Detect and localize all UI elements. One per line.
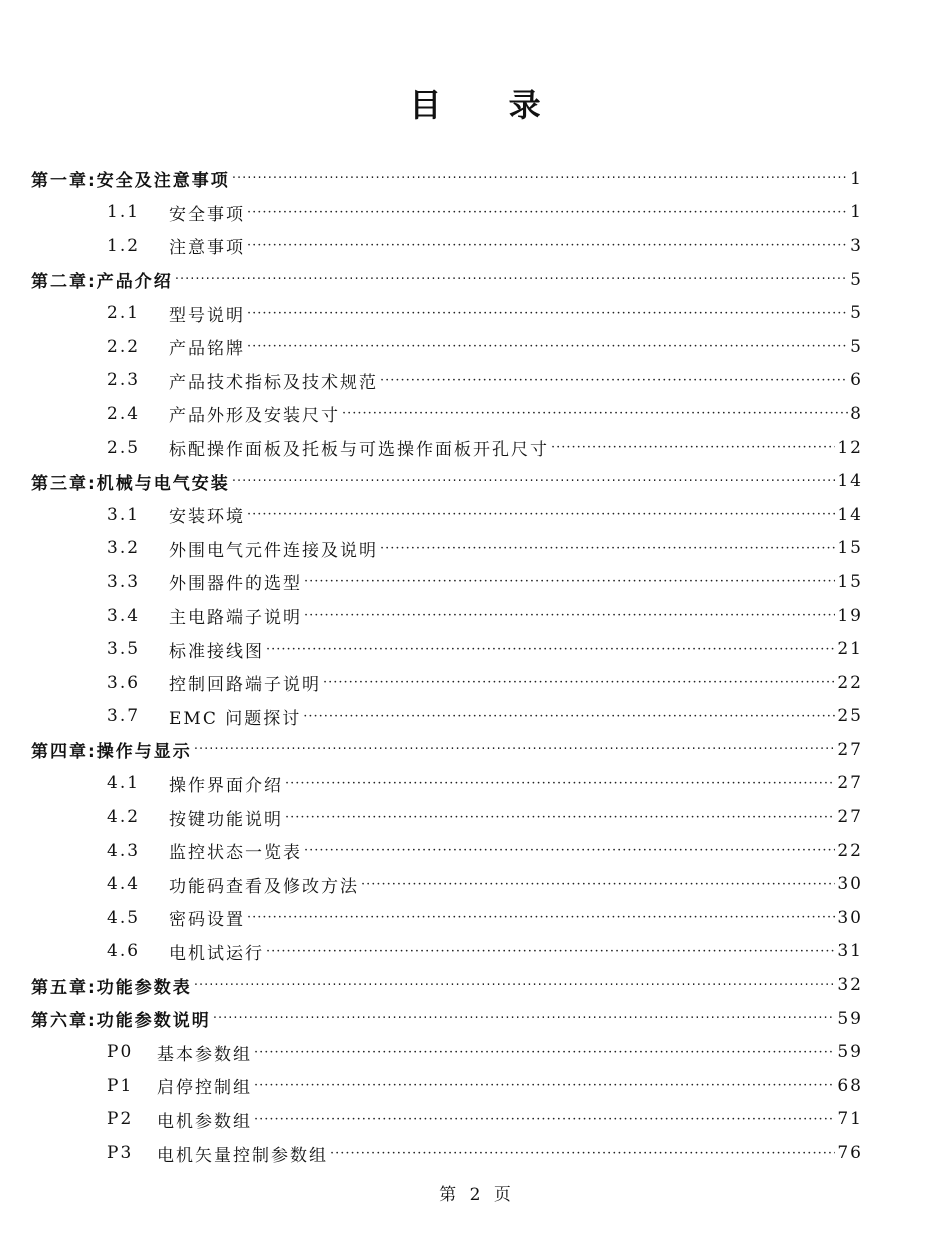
toc-page-number: 59 (837, 1008, 863, 1029)
toc-section-title: 外围电气元件连接及说明 (169, 540, 378, 561)
page-footer (0, 1180, 950, 1205)
dot-leader (247, 910, 835, 925)
footer-prefix: 第 (439, 1185, 457, 1205)
toc-chapter-title: 第三章:机械与电气安装 (31, 473, 230, 494)
toc-section-row[interactable] (31, 431, 863, 465)
toc-page-number: 6 (850, 370, 863, 391)
toc-section-row[interactable] (31, 800, 863, 834)
toc-section-number: 3.3 (107, 571, 141, 592)
toc-page-number: 25 (837, 706, 863, 727)
toc-section-number: 3.2 (107, 538, 141, 559)
dot-leader (232, 171, 848, 186)
dot-leader (232, 474, 836, 489)
toc-section-title: 标准接线图 (169, 641, 264, 662)
toc-section-row[interactable] (31, 666, 863, 700)
toc-page-number: 14 (837, 504, 863, 525)
dot-leader (266, 944, 835, 959)
toc-section-row[interactable] (31, 632, 863, 666)
toc-section-number: 3.6 (107, 672, 141, 693)
toc-section-number: 2.5 (107, 437, 141, 458)
toc-section-title: 控制回路端子说明 (169, 675, 321, 696)
toc-page-number: 5 (850, 269, 863, 290)
dot-leader (361, 877, 835, 892)
dot-leader (380, 373, 848, 388)
toc-page-number: 3 (850, 235, 863, 256)
toc-page-number: 8 (850, 403, 863, 424)
toc-section-number: 4.6 (107, 941, 141, 962)
toc-section-row[interactable] (31, 397, 863, 431)
dot-leader (304, 608, 835, 623)
toc-section-number: 3.7 (107, 706, 141, 727)
toc-section-row[interactable] (31, 196, 863, 230)
dot-leader (247, 507, 835, 522)
footer-page-number: 2 (469, 1185, 481, 1205)
toc-page-number: 68 (837, 1075, 863, 1096)
toc-section-title: 主电路端子说明 (169, 608, 302, 629)
toc-page-number: 12 (837, 437, 863, 458)
toc-page-number: 15 (837, 538, 863, 559)
toc-page-number: 5 (850, 336, 863, 357)
dot-leader (247, 238, 848, 253)
toc-section-title: 外围器件的选型 (169, 574, 302, 595)
toc-page-number: 22 (837, 840, 863, 861)
toc-page-number: 30 (837, 874, 863, 895)
toc-section-title: 电机矢量控制参数组 (157, 1145, 328, 1166)
toc-section-title: 功能码查看及修改方法 (169, 876, 359, 897)
page-title: 目 录 (409, 86, 569, 124)
toc-section-number: 2.2 (107, 336, 141, 357)
toc-page-number: 31 (837, 941, 863, 962)
dot-leader (304, 843, 835, 858)
toc-section-row[interactable] (31, 296, 863, 330)
toc-section-number: 3.4 (107, 605, 141, 626)
toc-chapter-row[interactable] (31, 968, 863, 1002)
toc-section-number: P0 (107, 1042, 134, 1063)
toc-page-number: 76 (837, 1143, 863, 1164)
toc-section-row[interactable] (31, 935, 863, 969)
toc-section-title: 安全事项 (169, 204, 245, 225)
toc-chapter-title: 第一章:安全及注意事项 (31, 171, 230, 192)
toc-chapter-row[interactable] (31, 263, 863, 297)
toc-section-number: P2 (107, 1109, 134, 1130)
toc-section-number: 2.3 (107, 370, 141, 391)
toc-chapter-row[interactable] (31, 733, 863, 767)
dot-leader (266, 642, 835, 657)
toc-section-row[interactable] (31, 330, 863, 364)
toc-section-number: 4.3 (107, 840, 141, 861)
toc-section-row[interactable] (31, 1103, 863, 1137)
dot-leader (330, 1146, 835, 1161)
toc-section-title: 产品铭牌 (169, 339, 245, 360)
dot-leader (247, 205, 848, 220)
toc-section-title: 电机试运行 (169, 943, 264, 964)
footer-suffix: 页 (493, 1185, 511, 1205)
dot-leader (551, 440, 835, 455)
dot-leader (323, 675, 835, 690)
toc-section-title: 基本参数组 (157, 1044, 252, 1065)
toc-page-number: 22 (837, 672, 863, 693)
toc-chapter-title: 第五章:功能参数表 (31, 977, 192, 998)
table-of-contents (31, 162, 863, 1170)
toc-section-title: 标配操作面板及托板与可选操作面板开孔尺寸 (169, 440, 549, 461)
toc-page-number: 71 (837, 1109, 863, 1130)
toc-page-number: 59 (837, 1042, 863, 1063)
toc-section-row[interactable] (31, 229, 863, 263)
toc-page-number: 27 (837, 773, 863, 794)
dot-leader (342, 406, 848, 421)
toc-chapter-row[interactable] (31, 162, 863, 196)
toc-section-title: 监控状态一览表 (169, 843, 302, 864)
toc-page-number: 1 (850, 202, 863, 223)
dot-leader (254, 1045, 835, 1060)
toc-page-number: 19 (837, 605, 863, 626)
toc-section-row[interactable] (31, 565, 863, 599)
toc-section-row[interactable] (31, 767, 863, 801)
toc-section-number: 2.4 (107, 403, 141, 424)
toc-page-number: 1 (850, 168, 863, 189)
toc-page-number: 32 (837, 975, 863, 996)
toc-section-number: P3 (107, 1143, 134, 1164)
dot-leader (285, 776, 835, 791)
dot-leader (304, 574, 835, 589)
toc-section-title: 按键功能说明 (169, 809, 283, 830)
toc-page-number: 5 (850, 303, 863, 324)
toc-section-title: EMC 问题探讨 (169, 708, 302, 729)
toc-section-row[interactable] (31, 867, 863, 901)
toc-section-number: 1.2 (107, 235, 141, 256)
dot-leader (247, 306, 848, 321)
dot-leader (194, 742, 836, 757)
toc-section-number: P1 (107, 1075, 134, 1096)
toc-section-title: 启停控制组 (157, 1078, 252, 1099)
toc-page-number: 14 (837, 471, 863, 492)
toc-section-title: 安装环境 (169, 507, 245, 528)
toc-section-title: 密码设置 (169, 910, 245, 931)
toc-section-title: 产品技术指标及技术规范 (169, 372, 378, 393)
dot-leader (380, 541, 835, 556)
dot-leader (213, 1011, 836, 1026)
toc-section-number: 1.1 (107, 202, 141, 223)
toc-section-row[interactable] (31, 498, 863, 532)
dot-leader (285, 810, 835, 825)
toc-section-title: 注意事项 (169, 238, 245, 259)
toc-section-row[interactable] (31, 1136, 863, 1170)
dot-leader (247, 339, 848, 354)
toc-section-number: 3.5 (107, 639, 141, 660)
toc-section-row[interactable] (31, 599, 863, 633)
toc-section-row[interactable] (31, 1035, 863, 1069)
toc-page-number: 15 (837, 571, 863, 592)
toc-chapter-row[interactable] (31, 464, 863, 498)
dot-leader (254, 1078, 835, 1093)
toc-section-title: 产品外形及安装尺寸 (169, 406, 340, 427)
toc-section-row[interactable] (31, 834, 863, 868)
toc-section-row[interactable] (31, 700, 863, 734)
toc-section-row[interactable] (31, 901, 863, 935)
toc-chapter-title: 第二章:产品介绍 (31, 272, 173, 293)
toc-page-number: 21 (837, 639, 863, 660)
dot-leader (254, 1112, 835, 1127)
toc-chapter-title: 第六章:功能参数说明 (31, 1011, 211, 1032)
toc-section-row[interactable] (31, 1069, 863, 1103)
toc-section-number: 3.1 (107, 504, 141, 525)
toc-chapter-row[interactable] (31, 1002, 863, 1036)
toc-section-number: 2.1 (107, 303, 141, 324)
toc-section-number: 4.1 (107, 773, 141, 794)
dot-leader (194, 978, 836, 993)
toc-section-number: 4.5 (107, 907, 141, 928)
toc-chapter-title: 第四章:操作与显示 (31, 742, 192, 763)
toc-page-number: 27 (837, 807, 863, 828)
dot-leader (303, 709, 835, 724)
toc-section-title: 电机参数组 (157, 1111, 252, 1132)
toc-section-title: 操作界面介绍 (169, 775, 283, 796)
toc-page-number: 30 (837, 907, 863, 928)
toc-section-row[interactable] (31, 364, 863, 398)
toc-section-row[interactable] (31, 532, 863, 566)
toc-section-title: 型号说明 (169, 305, 245, 326)
toc-section-number: 4.2 (107, 807, 141, 828)
toc-page-number: 27 (837, 739, 863, 760)
dot-leader (175, 272, 848, 287)
toc-section-number: 4.4 (107, 874, 141, 895)
